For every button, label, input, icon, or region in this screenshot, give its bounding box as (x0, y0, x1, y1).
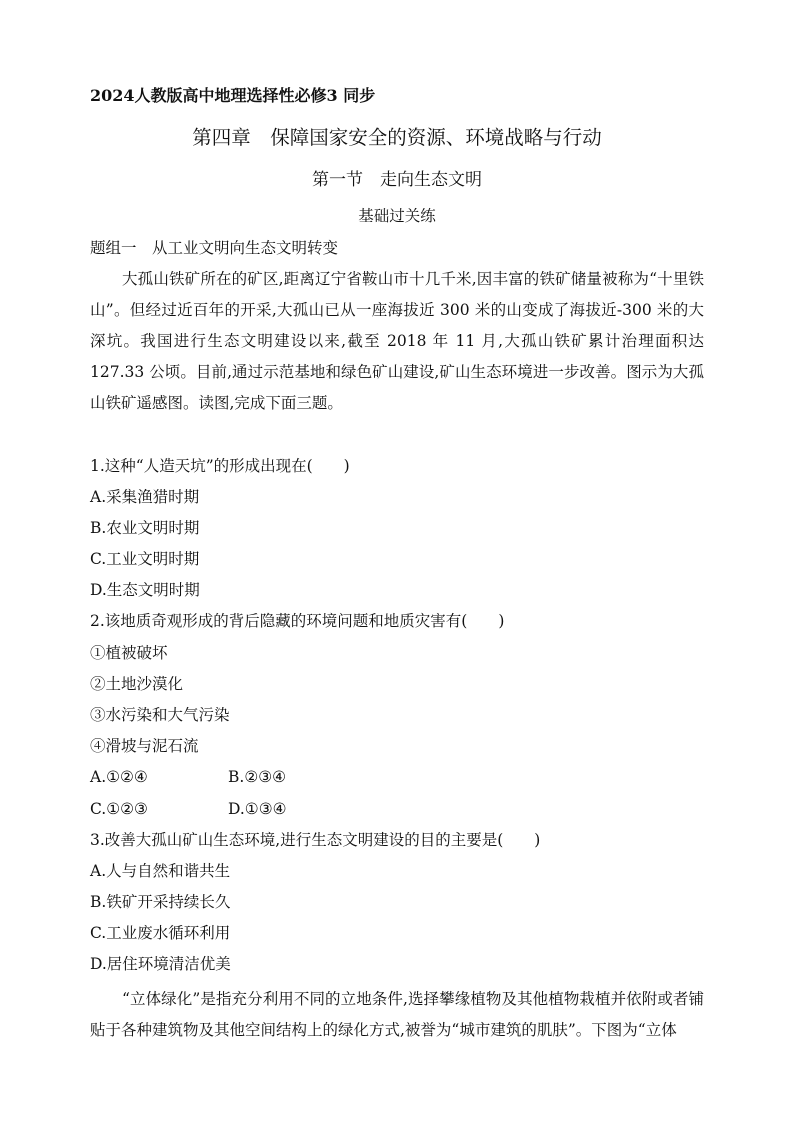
chapter-title: 第四章 保障国家安全的资源、环境战略与行动 (192, 126, 602, 149)
question-2-stem: 2.该地质奇观形成的背后隐藏的环境问题和地质灾害有( ) (90, 612, 505, 630)
question-1-option-a: A.采集渔猎时期 (90, 488, 200, 506)
question-2-item-3: ③水污染和大气污染 (90, 706, 230, 724)
practice-title: 基础过关练 (358, 207, 436, 225)
question-1-option-c: C.工业文明时期 (90, 550, 200, 568)
reading-passage-1: 大孤山铁矿所在的矿区,距离辽宁省鞍山市十几千米,因丰富的铁矿储量被称为“十里铁山”。但经过近百年的开采,大孤山已从一座海拔近 300 米的山变成了海拔近-300 米的大深坑。我国进行生态文明建设以来,截至 2018 年 11 月,大孤山铁矿累计治理面积达 127.33 公顷。目前,通过示范基地和绿色矿山建设,矿山生态环境进一步改善。图示为大孤山铁矿遥感图。读图,完成下面三题。 (90, 270, 704, 412)
question-3-option-b: B.铁矿开采持续长久 (90, 893, 231, 911)
question-2-item-2: ②土地沙漠化 (90, 675, 184, 693)
question-2-option-d: D.①③④ (228, 800, 287, 818)
question-1-stem: 1.这种“人造天坑”的形成出现在( ) (90, 457, 350, 475)
question-2-option-c: C.①②③ (90, 800, 148, 818)
question-3-option-a: A.人与自然和谐共生 (90, 862, 231, 880)
question-3-option-d: D.居住环境清洁优美 (90, 955, 231, 973)
question-2-item-4: ④滑坡与泥石流 (90, 737, 199, 755)
section-title: 第一节 走向生态文明 (312, 170, 482, 190)
question-group-title: 题组一 从工业文明向生态文明转变 (90, 239, 339, 257)
question-1-option-b: B.农业文明时期 (90, 519, 200, 537)
question-2-option-a: A.①②④ (90, 768, 148, 786)
document-title: 2024人教版高中地理选择性必修3 同步 (90, 86, 376, 105)
question-1-option-d: D.生态文明时期 (90, 581, 200, 599)
question-2-item-1: ①植被破坏 (90, 644, 168, 662)
question-3-option-c: C.工业废水循环利用 (90, 924, 231, 942)
question-2-option-b: B.②③④ (228, 768, 287, 786)
question-3-stem: 3.改善大孤山矿山生态环境,进行生态文明建设的目的主要是( ) (90, 831, 541, 849)
reading-passage-2: “立体绿化”是指充分利用不同的立地条件,选择攀缘植物及其他植物栽植并依附或者铺贴于各种建筑物及其他空间结构上的绿化方式,被誉为“城市建筑的肌肤”。下图为“立体 (90, 990, 704, 1039)
